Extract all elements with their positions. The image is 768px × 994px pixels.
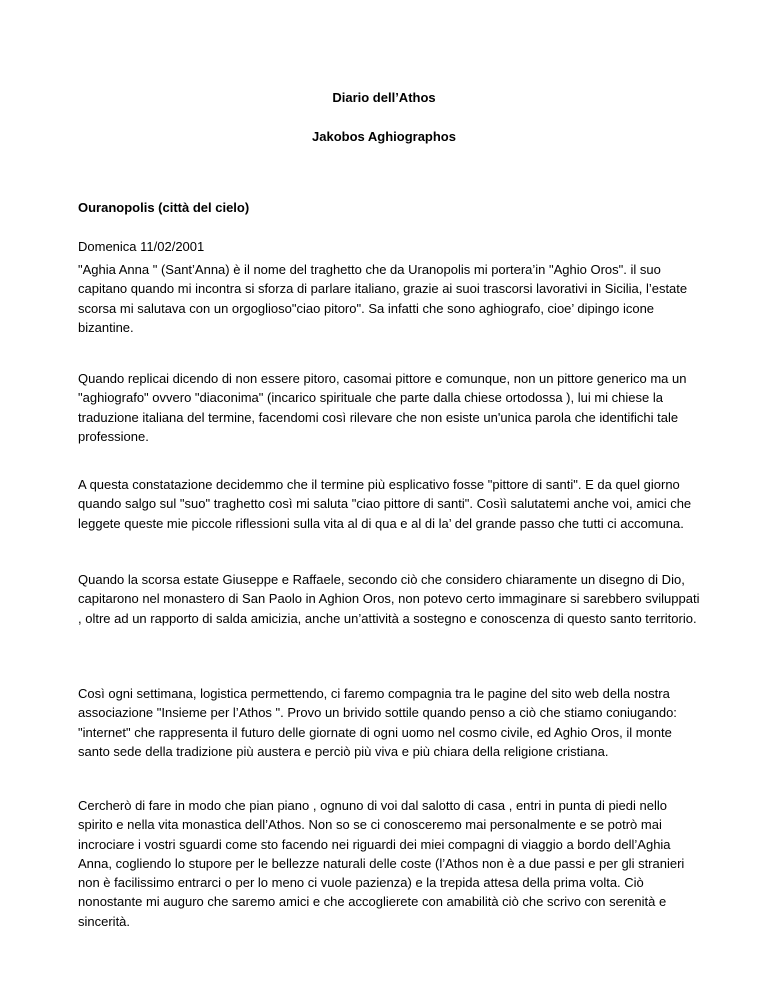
entry-date: Domenica 11/02/2001 — [78, 239, 205, 254]
document-title: Diario dell’Athos — [332, 90, 436, 105]
paragraph-1: "Aghia Anna " (Sant’Anna) è il nome del traghetto che da Uranopolis mi portera’in "Aghio Oros". il suo capitano quando mi incontra si sforza di parlare italiano, grazie ai suoi trascorsi lavorativi in Sicilia, l’estate scorsa mi salutava con un orgoglioso"ciao pitoro". Sa infatti che sono aghiografo, cioe’ dipingo icone bizantine. — [78, 262, 688, 335]
paragraph-3: A questa constatazione decidemmo che il termine più esplicativo fosse "pittore di santi". E da quel giorno quando salgo sul "suo" traghetto così mi saluta "ciao pittore di santi". Cosìì salutatemi anche voi, amici che leggete queste mie piccole riflessioni sulla vita al di qua e al di la’ del grande passo che tutti ci accomuna. — [78, 477, 692, 531]
document-author: Jakobos Aghiographos — [312, 129, 456, 144]
paragraph-4: Quando la scorsa estate Giuseppe e Raffaele, secondo ciò che considero chiaramente un disegno di Dio, capitarono nel monastero di San Paolo in Aghion Oros, non potevo certo immaginare si sarebbero sviluppati , oltre ad un rapporto di salda amicizia, anche un’attività a sostegno e conoscenza di questo santo territorio. — [78, 572, 700, 626]
paragraph-2: Quando replicai dicendo di non essere pitoro, casomai pittore e comunque, non un pittore generico ma un "aghiografo" ovvero "diaconima" (incarico spirituale che parte dalla chiese ortodossa ), lui mi chiese la traduzione italiana del termine, facendomi così rilevare che non esiste un'unica parola che identifichi tale professione. — [78, 371, 687, 444]
paragraph-5: Così ogni settimana, logistica permettendo, ci faremo compagnia tra le pagine del sito web della nostra associazione "Insieme per l’Athos ". Provo un brivido sottile quando penso a ciò che stiamo coniugando: "internet" che rappresenta il futuro delle giornate di ogni uomo nel cosmo civile, ed Aghio Oros, il monte santo sede della tradizione più austera e perciò più viva e più chiara della religione cristiana. — [78, 686, 677, 759]
paragraph-6: Cercherò di fare in modo che pian piano , ognuno di voi dal salotto di casa , entri in punta di piedi nello spirito e nella vita monastica dell’Athos. Non so se ci conosceremo mai personalmente e se potrò mai incrociare i vostri sguardi come sto facendo nei riguardi dei miei compagni di viaggio a bordo dell’Aghia Anna, cogliendo lo stupore per le bellezze naturali delle coste (l’Athos non è a due passi e per gli stranieri non è facilissimo entrarci o per lo meno ci vuole pazienza) e la trepida attesa della prima volta. Ciò nonostante mi auguro che saremo amici e che accoglierete con amabilità ciò che scrivo con serenità e sincerità. — [78, 798, 685, 929]
section-heading: Ouranopolis (città del cielo) — [78, 200, 250, 215]
